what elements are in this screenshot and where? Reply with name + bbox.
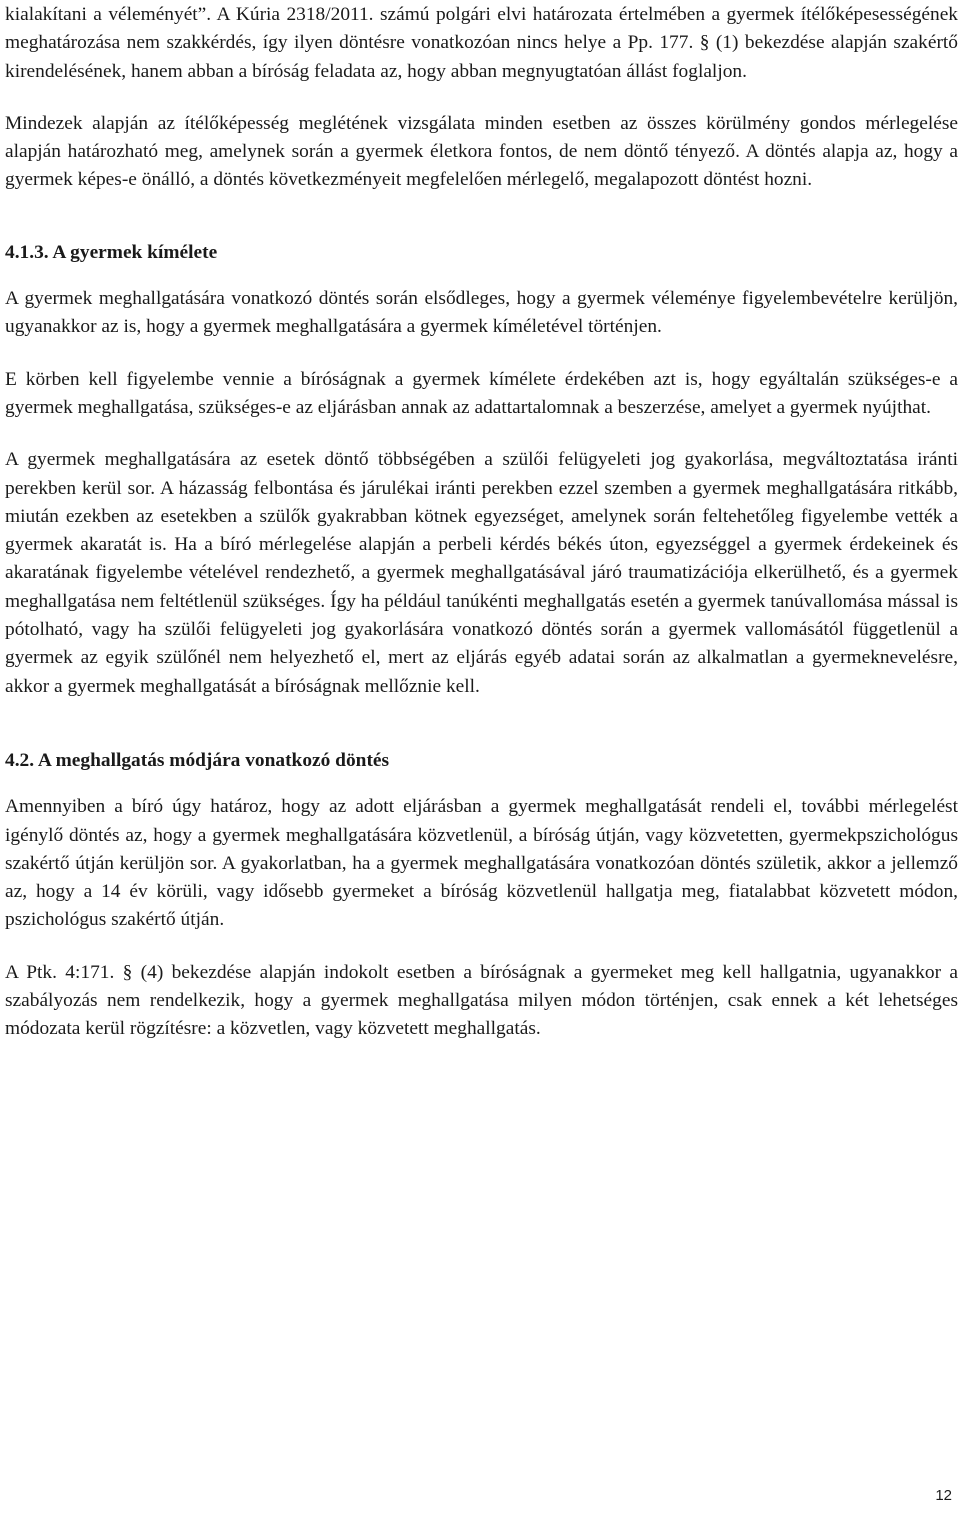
paragraph-kuria-decision: kialakítani a véleményét”. A Kúria 2318/2011. számú polgári elvi határozata értelmében a gyermek ítélőképesességének meghatározása nem szakkérdés, így ilyen döntésre vonatkozóan nincs helye a Pp. 177. § (1) bekezdése alapján szakértő kirendelésének, hanem abban a bíróság feladata az, hogy abban megnyugtatóan állást foglaljon. — [5, 4, 958, 82]
page-number: 12 — [935, 1487, 952, 1504]
paragraph-ptk-provision: A Ptk. 4:171. § (4) bekezdése alapján indokolt esetben a bíróságnak a gyermeket meg kell hallgatnia, ugyanakkor a szabályozás nem rendelkezik, hogy a gyermek meghallgatása milyen módon történjen, csak ennek a két lehetséges módozata kerül rögzítésre: a közvetlen, vagy közvetett meghallgatás. — [5, 961, 958, 1040]
paragraph-capacity-assessment: Mindezek alapján az ítélőképesség meglétének vizsgálata minden esetben az összes körülmény gondos mérlegelése alapján határozható meg, amelynek során a gyermek életkora fontos, de nem döntő tényező. A döntés alapja az, hogy a gyermek képes-e önálló, a döntés következményeit megfelelően mérlegelő, megalapozott döntést hozni. — [5, 112, 958, 191]
section-heading-hearing-method: 4.2. A meghallgatás módjára vonatkozó döntés — [5, 749, 390, 771]
paragraph-custody-cases: A gyermek meghallgatására az esetek döntő többségében a szülői felügyeleti jog gyakorlása, megváltoztatása iránti perekben kerül sor. A házasság felbontása és járulékai iránti perekben ezzel szemben a gyermek meghallgatására ritkább, miután ezekben az esetekben a szülők gyakrabban kötnek egyezséget, amelynek során feltehetőleg figyelembe vették a gyermek akaratát is. Ha a bíró mérlegelése alapján a perbeli kérdés békés úton, egyezséggel a gyermek érdekeinek és akaratának figyelembe vételével rendezhető, a gyermek meghallgatásával járó traumatizációja elkerülhető, és a gyermek meghallgatása nem feltétlenül szükséges. Így ha például tanúkénti meghallgatás esetén a gyermek tanúvallomása mással is pótolható, vagy ha szülői felügyeleti jog gyakorlására vonatkozó döntés során a gyermek vallomásától függetlenül a gyermek az egyik szülőnél nem helyezhető el, mert az eljárás egyéb adatai során az alkalmatlan a gyermeknevelésre, akkor a gyermek meghallgatását a bíróságnak mellőznie kell. — [5, 449, 958, 697]
paragraph-hearing-decision: A gyermek meghallgatására vonatkozó döntés során elsődleges, hogy a gyermek véleménye figyelembevételre kerüljön, ugyanakkor az is, hogy a gyermek meghallgatására a gyermek kíméletével történjen. — [5, 288, 958, 338]
paragraph-direct-indirect: Amennyiben a bíró úgy határoz, hogy az adott eljárásban a gyermek meghallgatását rendeli el, további mérlegelést igénylő döntés az, hogy a gyermek meghallgatására közvetlenül, a bíróság útján, vagy közvetetten, gyermekpszichológus szakértő útján kerüljön sor. A gyakorlatban, ha a gyermek meghallgatására vonatkozóan döntés születik, akkor a jellemző az, hogy a 14 év körüli, vagy idősebb gyermeket a bíróság közvetlenül hallgatja meg, fiatalabbat közvetett módon, pszichológus szakértő útján. — [5, 796, 958, 931]
document-page — [5, 0, 958, 1044]
paragraph-necessity: E körben kell figyelembe vennie a bíróságnak a gyermek kímélete érdekében azt is, hogy egyáltalán szükséges-e a gyermek meghallgatása, szükséges-e az eljárásban annak az adattartalomnak a beszerzése, amelyet a gyermek nyújthat. — [5, 368, 958, 418]
section-heading-child-protection: 4.1.3. A gyermek kímélete — [5, 241, 218, 263]
